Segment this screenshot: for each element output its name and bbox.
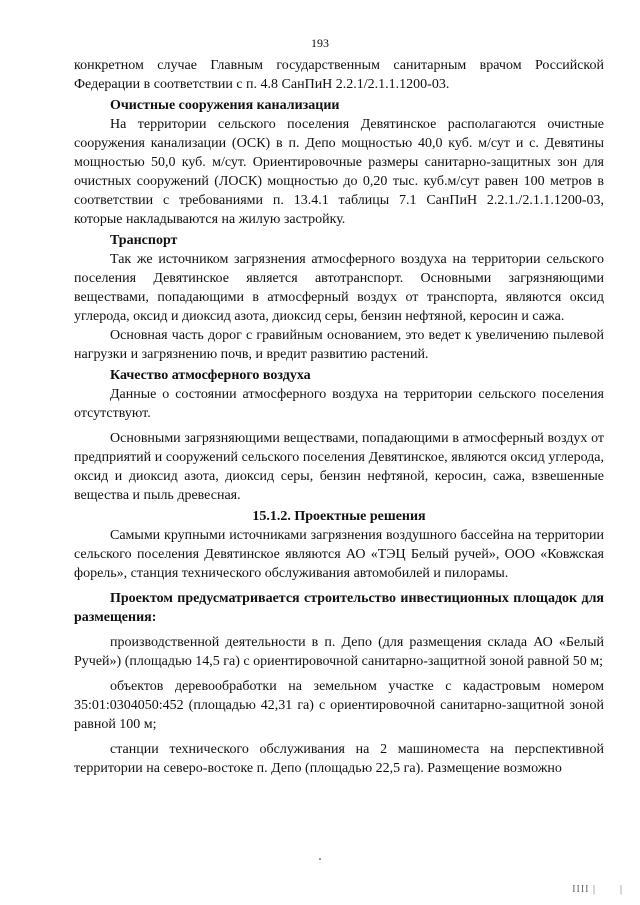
- paragraph: конкретном случае Главным государственным санитарным врачом Российской Федерации в соответствии с п. 4.8 СанПиН 2.2.1/2.1.1.1200-03.: [74, 58, 604, 92]
- page-number: 193: [311, 36, 329, 50]
- section-heading: 15.1.2. Проектные решения: [252, 509, 426, 524]
- section-heading: Качество атмосферного воздуха: [110, 368, 311, 383]
- scan-mark: |: [619, 884, 622, 895]
- list-item: объектов деревообработки на земельном участке с кадастровым номером 35:01:0304050:452 (площадью 42,31 га) с ориентировочной санитарно-защитной зоной равной 100 м;: [74, 679, 604, 732]
- list-item: станции технического обслуживания на 2 машиноместа на перспективной территории на северо-востоке п. Депо (площадью 22,5 га). Размещение возможно: [74, 742, 604, 776]
- scan-mark: IIII |: [572, 884, 596, 895]
- paragraph: Данные о состоянии атмосферного воздуха на территории сельского поселения отсутствуют.: [74, 387, 604, 421]
- section-heading: Очистные сооружения канализации: [110, 98, 340, 113]
- section-heading: Транспорт: [110, 233, 178, 248]
- scan-speck: [319, 858, 321, 860]
- paragraph: Основными загрязняющими веществами, попадающими в атмосферный воздух от предприятий и сооружений сельского поселения Девятинское, являются оксид углерода, оксид и диоксид азота, диоксид серы, бензин нефтяной, керосин, сажа, взвешенные вещества и пыль древесная.: [74, 431, 604, 503]
- paragraph: На территории сельского поселения Девятинское располагаются очистные сооружения канализации (ОСК) в п. Депо мощностью 40,0 куб. м/сут и с. Девятины мощностью 50,0 куб. м/сут. Ориентировочные размеры санитарно-защитных зон для очистных сооружений (ЛОСК) мощностью до 0,20 тыс. куб.м/сут равен 100 метров в соответствии с требованиями п. 13.4.1 таблицы 7.1 СанПиН 2.2.1./2.1.1.1200-03, которые накладываются на жилую застройку.: [74, 117, 604, 227]
- paragraph-bold: Проектом предусматривается строительство инвестиционных площадок для размещения:: [74, 591, 604, 625]
- document-body: [74, 56, 604, 778]
- paragraph: Так же источником загрязнения атмосферного воздуха на территории сельского поселения Девятинское является автотранспорт. Основными загрязняющими веществами, попадающими в атмосферный воздух от транспорта, являются оксид углерода, оксид и диоксид азота, диоксид серы, бензин нефтяной, керосин и сажа.: [74, 252, 604, 324]
- paragraph: Самыми крупными источниками загрязнения воздушного бассейна на территории сельского поселения Девятинское являются АО «ТЭЦ Белый ручей», ООО «Ковжская форель», станция технического обслуживания автомобилей и пилорамы.: [74, 528, 604, 581]
- paragraph: Основная часть дорог с гравийным основанием, это ведет к увеличению пылевой нагрузки и загрязнению почв, и вредит развитию растений.: [74, 328, 604, 362]
- list-item: производственной деятельности в п. Депо (для размещения склада АО «Белый Ручей») (площадью 14,5 га) с ориентировочной санитарно-защитной зоной равной 50 м;: [74, 635, 604, 669]
